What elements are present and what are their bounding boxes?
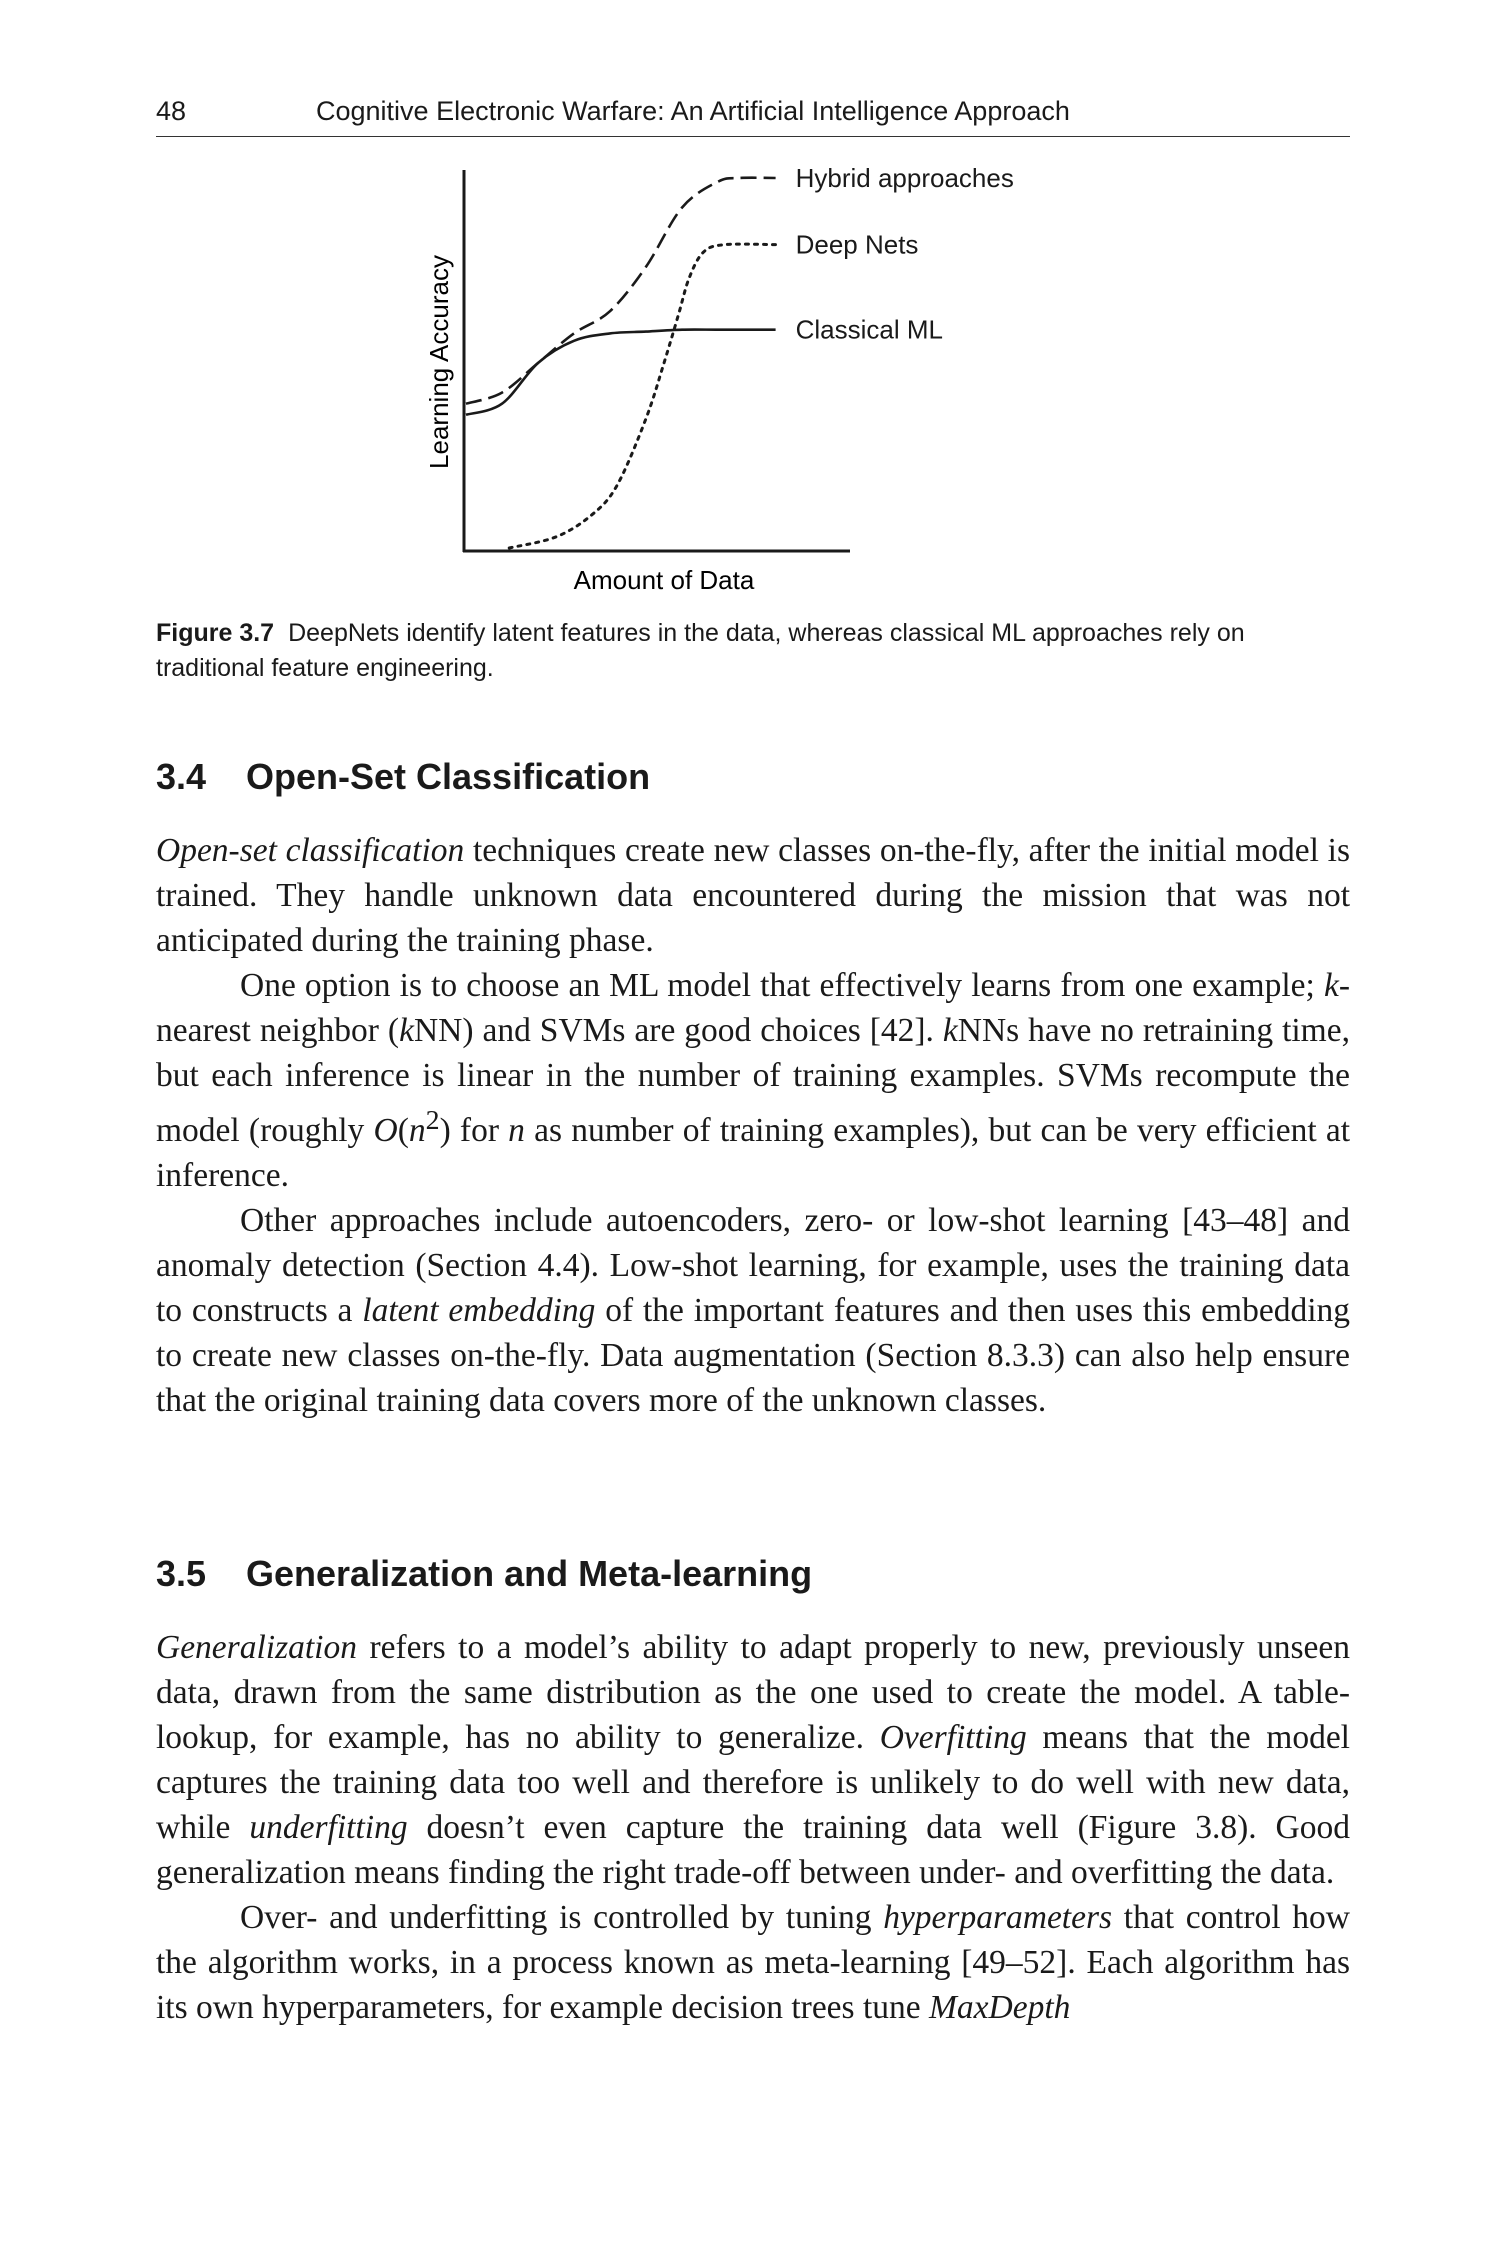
section-3-5 xyxy=(156,1553,1350,2030)
section-number: 3.5 xyxy=(156,1553,207,1594)
series-label-classical-ml: Classical ML xyxy=(795,314,943,345)
series-label-deep-nets: Deep Nets xyxy=(795,229,919,260)
figure-caption xyxy=(156,616,1350,686)
figure-3-7-chart xyxy=(0,0,1500,600)
section-number: 3.4 xyxy=(156,756,207,797)
italic-term: underfitting xyxy=(249,1809,408,1846)
section-heading xyxy=(156,756,1350,798)
section-body xyxy=(156,1625,1350,2030)
series-label-hybrid-approaches: Hybrid approaches xyxy=(795,163,1014,193)
x-axis-label: Amount of Data xyxy=(573,565,755,595)
page-number: 48 xyxy=(156,96,187,126)
series-line-classical-ml xyxy=(466,330,776,415)
y-axis-label: Learning Accuracy xyxy=(424,255,454,469)
italic-term: Generalization xyxy=(156,1629,357,1666)
section-title: Generalization and Meta-learning xyxy=(246,1553,813,1594)
figure-caption-label: Figure 3.7 xyxy=(156,619,275,647)
section-3-4 xyxy=(156,756,1350,1423)
italic-term: latent embedding xyxy=(362,1292,596,1330)
figure-caption-text: DeepNets identify latent features in the data, whereas classical ML approaches rely on traditional feature engineering. xyxy=(156,619,1245,682)
section-title: Open-Set Classification xyxy=(246,756,651,797)
section-heading xyxy=(156,1553,1350,1595)
series-line-deep-nets xyxy=(509,244,775,548)
paragraph: Open-set classification techniques create new classes on-the-fly, after the initial model is trained. They handle unknown data encountered during the mission that was not anticipated during the training phase. xyxy=(156,832,1350,959)
paragraph: Generalization refers to a model’s ability to adapt properly to new, previously unseen data, drawn from the same distribution as the one used to create the model. A table-lookup, for example, has no ability to generalize. Overfitting means that the model captures the training data too well and therefore is unlikely to do well with new data, while underfitting doesn’t even capture the training data well (Figure 3.8). Good generalization means finding the right trade-off between under- and overfitting the data. xyxy=(156,1629,1350,1891)
paragraph: Over- and underfitting is controlled by tuning hyperparameters that control how the algorithm works, in a process known as meta-learning [49–52]. Each algorithm has its own hyperparameters, for example decision trees tune MaxDepth xyxy=(156,1899,1350,2026)
paragraph: Other approaches include autoencoders, zero- or low-shot learning [43–48] and anomaly detection (Section 4.4). Low-shot learning, for example, uses the training data to constructs a latent embedding of the important features and then uses this embedding to create new classes on-the-fly. Data augmentation (Section 8.3.3) can also help ensure that the original training data covers more of the unknown classes. xyxy=(156,1202,1350,1420)
italic-term: Overfitting xyxy=(879,1719,1027,1756)
italic-term: MaxDepth xyxy=(929,1989,1071,2026)
running-title: Cognitive Electronic Warfare: An Artificial Intelligence Approach xyxy=(316,96,1070,126)
section-body xyxy=(156,828,1350,1423)
italic-term: hyperparameters xyxy=(883,1899,1113,1936)
series-line-hybrid-approaches xyxy=(466,178,776,404)
italic-term: Open-set classification xyxy=(156,832,465,869)
paragraph: One option is to choose an ML model that effectively learns from one example; k-nearest neighbor (kNN) and SVMs are good choices [42]. kNNs have no retraining time, but each inference is linear in the number of training examples. SVMs recompute the model (roughly $O(n^2)$ for n as number of training examples), but can be very efficient at inference. xyxy=(156,967,1351,1195)
